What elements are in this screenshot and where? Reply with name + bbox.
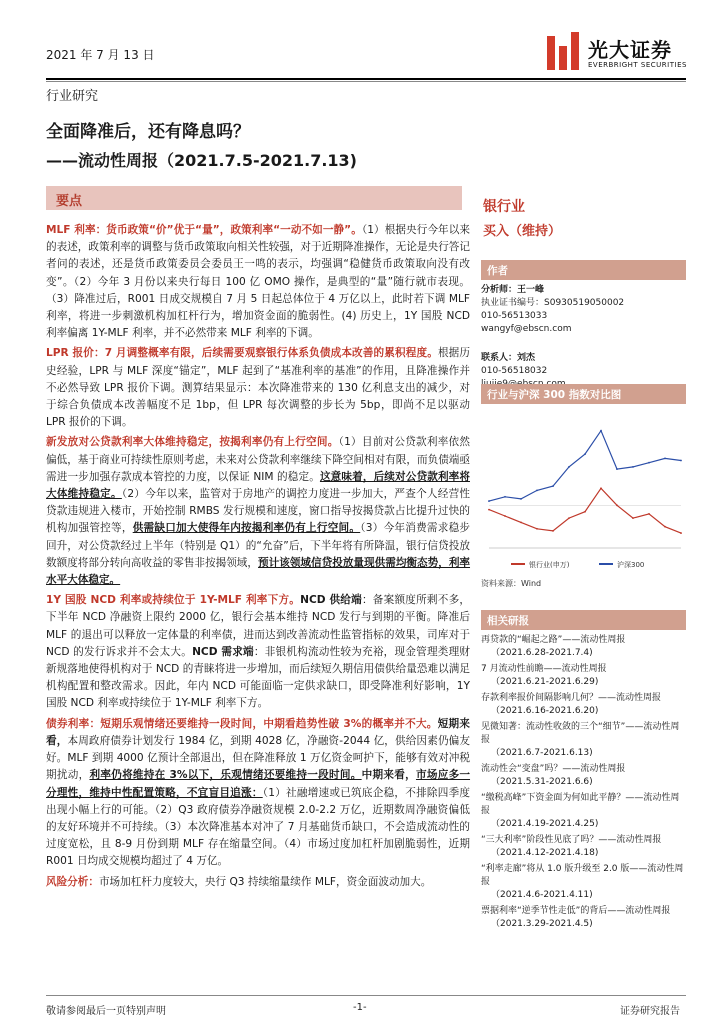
footer-report-type: 证券研究报告 [620, 1006, 680, 1017]
logo-mark-icon [547, 32, 579, 70]
header-rule-thin [46, 81, 686, 82]
summary-text-segment: ：非银机构流动性较为充裕，现金管理类理财新规落地使得机构对于 NCD 的青睐将进一步增加，而后续短久期信用债供给量恐难以满足机构配置和整改需求。因此，年内 NCD 可能面临一定供求缺口，即受降准利好影响，1Y 国股 NCD 利率或持续位于 1Y-MLF 利率下方。 [46, 645, 470, 710]
author-bar [481, 260, 686, 280]
related-report-title: “利率走廊”将从 1.0 版升级至 2.0 版——流动性周报 [481, 864, 684, 887]
summary-text-segment: （1）目前对公贷款利率依然偏低，基于商业可持续性原则考虑，未来对公贷款利率继续下降空间相对有限，而负债端亟需进一步加强存款成本管控的力度，以保证 NIM 的稳定。 [46, 436, 470, 483]
chart-point [664, 458, 666, 460]
related-report-title: 票据利率“逆季节性走低”的背后——流动性周报 [481, 906, 671, 916]
chart-series-line-0 [489, 488, 681, 533]
related-report-date: （2021.6.16-2021.6.20) [491, 706, 599, 716]
chart-bar [481, 384, 686, 404]
chart-point [584, 511, 586, 513]
summary-paragraph [46, 434, 470, 589]
related-bar-label: 相关研报 [487, 615, 529, 627]
related-report-date: （2021.6.28-2021.7.4) [491, 648, 593, 658]
summary-text-segment: 新发放对公贷款利率大体维持稳定，按揭利率仍有上行空间。 [46, 436, 339, 449]
related-report-item[interactable] [481, 905, 686, 931]
index-comparison-chart [481, 408, 686, 576]
summary-text-segment: （1）社融增速或已筑底企稳，不排除四季度出现小幅上行的可能。（2）Q3 政府债券净融资规模 2.0-2.2 万亿，近期数周净融资偏低的友好环境并不可持续。（3）本次降准基本对冲了 7 月基础货币缺口，不会造成流动性的过度宽松，且 8-9 月份到期 MLF 存在缩量空间。（4）市场过度加杠杆加剧脆弱性，近期 R001 日均成交规模均超过了 4 万亿。 [46, 786, 470, 868]
summary-text-segment: （1）根据央行今年以来的表述，政策利率的调整与货币政策取向相关性较强，对于近期降准操作，无论是央行答记者问的表述，还是货币政策委员会委员王一鸣的表示，均强调“稳健货币政策取向没有改变”。（2）今年 3 月份以来央行每日 100 亿 OMO 操作，是典型的“量”随行就市表现。（3）降准过后，R001 日成交规模自 7 月 5 日起总体位于 4 万亿以上，此时若下调 MLF 利率，将进一步刺激机构加杠杆行为，增加资金面的脆弱性。(4) 历史上，1Y 国股 NCD 利率偏离 1Y-MLF 利率，并不必然带来 MLF 利率的下调。 [46, 224, 470, 340]
author-info-line: 执业证书编号：S0930519050002 [481, 298, 625, 308]
related-report-date: （2021.6.7-2021.6.13) [491, 748, 593, 758]
related-report-date: （2021.6.21-2021.6.29) [491, 677, 599, 687]
related-report-date: （2021.3.29-2021.4.5) [491, 919, 593, 929]
report-subtitle: ——流动性周报（2021.7.5-2021.7.13) [46, 151, 357, 170]
chart-point [488, 509, 490, 511]
related-report-date: （2021.4.12-2021.4.18) [491, 848, 599, 858]
chart-point [600, 487, 602, 489]
author-info-line: 分析师：王一峰 [481, 285, 545, 295]
summary-text-segment: 利率仍将维持在 3%以下，乐观情绪还要维持一段时间。 [89, 769, 362, 782]
summary-text-segment: ：备案额度所剩不多，下半年 NCD 净融资上限约 2000 亿，银行会基本维持 NCD 发行与到期的平衡。降准后 MLF 的退出可以释放一定体量的利率债，进而达到改善流动性监管指标的效果，司库对于 NCD 的发行诉求并不会太大。 [46, 594, 471, 658]
logo-english-text: EVERBRIGHT SECURITIES [588, 61, 687, 69]
report-section: 行业研究 [46, 89, 99, 104]
chart-point [616, 468, 618, 470]
summary-paragraph [46, 222, 470, 342]
chart-point [632, 517, 634, 519]
summary-text-segment: （3）今年消费需求稳步回升，对公贷款经过上半年（特别是 Q1）的“允奋”后，下半年将有所降温，银行信贷投放数额度将部分转向高收益的零售非按揭领域， [46, 522, 471, 569]
summary-text-segment: 中期来看， [361, 769, 416, 782]
chart-point [616, 504, 618, 506]
summary-text-segment: 短期来看， [46, 717, 471, 747]
related-report-title: 7 月流动性前瞻——流动性周报 [481, 664, 607, 674]
chart-point [504, 496, 506, 498]
chart-legend-label: 银行业(申万) [529, 561, 570, 569]
summary-header-bar [46, 186, 462, 210]
summary-text-segment: MLF 利率：货币政策“价”优于“量”，政策利率“一动不如一静”。 [46, 224, 362, 236]
summary-paragraph [46, 345, 470, 431]
related-reports-list [481, 634, 686, 934]
author-bar-label: 作者 [487, 265, 508, 277]
summary-text-segment: NCD 供给端 [300, 594, 362, 607]
chart-point [664, 526, 666, 528]
summary-paragraph [46, 874, 470, 891]
related-report-item[interactable] [481, 834, 686, 860]
summary-text-segment: 风险分析： [46, 875, 99, 888]
related-report-item[interactable] [481, 634, 686, 660]
chart-point [536, 528, 538, 530]
chart-point [632, 466, 634, 468]
related-report-title: 存款利率报价间隔影响几何？——流动性周报 [481, 693, 662, 703]
chart-point [536, 490, 538, 492]
summary-text-segment: LPR 报价：7 月调整概率有限，后续需要观察银行体系负债成本改善的累积程度。 [46, 347, 438, 360]
summary-text-segment: 债券利率：短期乐观情绪还要维持一段时间，中期看趋势性破 3%的概率并不大。 [46, 717, 438, 730]
related-report-title: 再贷款的“崛起之路”——流动性周报 [481, 635, 626, 645]
summary-text-segment: 供需缺口加大使得年内按揭利率仍有上行空间。 [132, 522, 361, 535]
header-rule [46, 78, 686, 80]
summary-text-segment: 这意味着，后续对公贷款利率将大体维持稳定。 [46, 470, 470, 501]
footer-disclaimer[interactable]: 敬请参阅最后一页特别声明 [46, 1006, 166, 1017]
chart-point [680, 532, 682, 534]
summary-text-segment: 本周政府债券计划发行 1984 亿，到期 4028 亿，净融资-2044 亿，供给因素仍偏友好。MLF 到期 4000 亿预计全部退出，但在降准释放 1 万亿资金呵护下，能够有效对冲税期扰动， [46, 734, 470, 782]
author-info-line: 联系人：刘杰 [481, 353, 536, 363]
chart-point [488, 500, 490, 502]
report-title: 全面降准后，还有降息吗？ [46, 122, 250, 142]
chart-point [552, 530, 554, 532]
related-report-title: “三大利率”阶段性见底了吗？——流动性周报 [481, 835, 662, 845]
chart-point [520, 522, 522, 524]
related-report-date: （2021.5.31-2021.6.6) [491, 777, 593, 787]
related-report-item[interactable] [481, 763, 686, 789]
industry-name: 银行业 [483, 199, 525, 215]
related-bar [481, 610, 686, 630]
summary-text-segment: NCD 需求端 [192, 645, 254, 658]
chart-point [552, 485, 554, 487]
summary-text-segment: 根据历史经验，LPR 与 MLF 深度“锚定”，MLF 起到了“基准利率的基准”的作用，且降准操作并不必然导致 LPR 报价下调。测算结果显示：本次降准带来的 130 亿利息支出的减少，对于综合负债成本改善幅度不足 1bp，但 LPR 每次调整的步长为 5bp，即尚不足以驱动 LPR 报价的下调。 [46, 347, 470, 429]
related-report-date: （2021.4.6-2021.4.11) [491, 890, 593, 900]
chart-legend-label: 沪深300 [617, 561, 645, 569]
related-report-title: 流动性会“变盘”吗？——流动性周报 [481, 764, 626, 774]
summary-text-segment: 市场应多一分理性，维持中性配置策略，不宜盲目追涨： [46, 769, 471, 799]
chart-point [600, 430, 602, 432]
chart-point [648, 462, 650, 464]
chart-point [568, 466, 570, 468]
chart-point [504, 515, 506, 517]
logo-chinese-text: 光大证券 [588, 38, 672, 62]
summary-text-segment: 市场加杠杆力度较大，央行 Q3 持续缩量续作 MLF，资金面波动加大。 [98, 875, 432, 888]
page-number: -1- [353, 1002, 367, 1013]
chart-point [648, 513, 650, 515]
chart-series-line-1 [489, 431, 681, 501]
summary-label: 要点 [56, 194, 83, 209]
report-date: 2021 年 7 月 13 日 [46, 48, 155, 62]
summary-text-segment: 预计该领域信贷投放量现供需均衡态势，利率水平大体稳定。 [46, 556, 471, 587]
footer-rule [46, 995, 686, 996]
summary-paragraph [46, 592, 470, 712]
related-report-date: （2021.4.19-2021.4.25) [491, 819, 599, 829]
related-report-item[interactable] [481, 721, 686, 760]
summary-paragraph [46, 716, 470, 871]
related-report-item[interactable] [481, 792, 686, 831]
chart-point [680, 460, 682, 462]
related-report-item[interactable] [481, 692, 686, 718]
summary-text-segment: 1Y 国股 NCD 利率或持续位于 1Y-MLF 利率下方。 [46, 594, 301, 607]
related-report-item[interactable] [481, 863, 686, 902]
chart-point [568, 517, 570, 519]
summary-body [46, 222, 470, 894]
chart-point [584, 453, 586, 455]
author-info-line: 010-56518032 [481, 366, 548, 376]
related-report-title: 见微知著：流动性收敛的三个“细节”——流动性周报 [481, 722, 680, 745]
related-report-title: “缴税高峰”下资金面为何如此平静？——流动性周报 [481, 793, 680, 816]
author-info-line: 010-56513033 [481, 311, 548, 321]
related-report-item[interactable] [481, 663, 686, 689]
chart-source: 资料来源：Wind [481, 579, 542, 588]
rating: 买入（维持） [483, 224, 562, 239]
chart-bar-label: 行业与沪深 300 指数对比图 [487, 389, 622, 401]
summary-text-segment: （2）今年以来，监管对于房地产的调控力度进一步加大，严查个人经营性贷款违规进入楼市，开始控制 RMBS 发行规模和速度，窗口指导按揭贷款占比提升过快的机构加强管控等， [46, 488, 471, 535]
chart-point [520, 498, 522, 500]
author-info-line[interactable]: wangyf@ebscn.com [481, 324, 572, 334]
